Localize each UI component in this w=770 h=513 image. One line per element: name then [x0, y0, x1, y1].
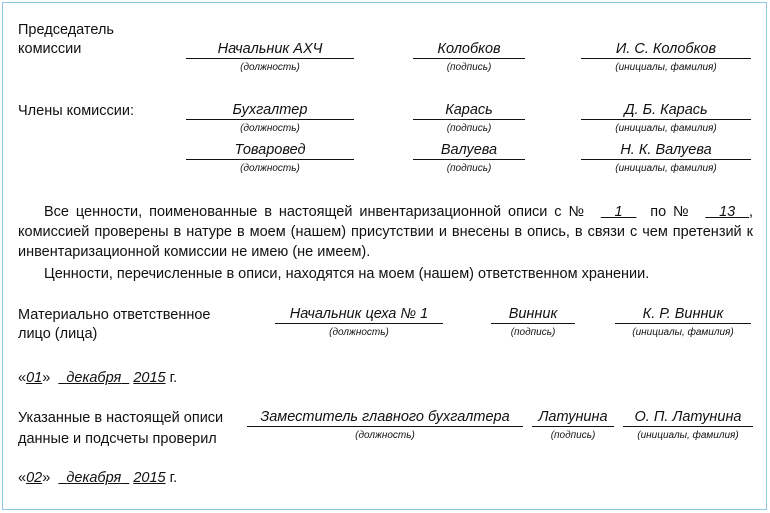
statement-text-c: , комиссией проверены в натуре в моем (нашем) присутствии и внесены в опись, в связи с чем претензий к инвентаризационной комиссии не имею (не имеем). — [18, 204, 754, 260]
chairman-signature: Колобков — [413, 41, 525, 59]
member-2-signature-caption: (подпись) — [446, 163, 492, 174]
date-1-day: 01 — [26, 370, 43, 386]
chairman-position: Начальник АХЧ — [186, 41, 354, 59]
member-2-name-caption: (инициалы, фамилия) — [615, 163, 717, 174]
member-1-position-caption: (должность) — [240, 123, 300, 134]
member-2-name: Н. К. Валуева — [581, 142, 751, 160]
responsible-signature-caption: (подпись) — [510, 327, 556, 338]
verifier-name-caption: (инициалы, фамилия) — [637, 430, 739, 441]
verifier-position: Заместитель главного бухгалтера — [247, 409, 523, 427]
responsible-label-line2: лицо (лица) — [18, 326, 98, 342]
date-2-month: декабря — [66, 470, 122, 486]
responsible-position: Начальник цеха № 1 — [275, 306, 443, 324]
chairman-position-caption: (должность) — [240, 62, 300, 73]
members-label: Члены комиссии: — [18, 103, 135, 119]
verifier-label-line1: Указанные в настоящей описи — [18, 410, 224, 426]
chairman-signature-caption: (подпись) — [446, 62, 492, 73]
statement-to-number: 13 — [719, 204, 736, 220]
responsible-label-line1: Материально ответственное — [18, 307, 211, 323]
member-2-position: Товаровед — [186, 142, 354, 160]
member-2-signature: Валуева — [413, 142, 525, 160]
verifier-position-caption: (должность) — [355, 430, 415, 441]
member-1-name-caption: (инициалы, фамилия) — [615, 123, 717, 134]
member-2-position-caption: (должность) — [240, 163, 300, 174]
member-1-position: Бухгалтер — [186, 102, 354, 120]
date-1-month: декабря — [66, 370, 122, 386]
verifier-name: О. П. Латунина — [623, 409, 753, 427]
statement-paragraph-1 — [18, 202, 753, 262]
date-2-year: 2015 — [133, 470, 166, 486]
chairman-label-line2: комиссии — [18, 41, 82, 57]
responsible-name: К. Р. Винник — [615, 306, 751, 324]
date-1-year: 2015 — [133, 370, 166, 386]
statement-text-a: Все ценности, поименованные в настоящей инвентаризационной описи с № — [44, 204, 587, 220]
responsible-signature: Винник — [491, 306, 575, 324]
statement-paragraph-2: Ценности, перечисленные в описи, находятся на моем (нашем) ответственном хранении. — [44, 266, 650, 282]
chairman-name: И. С. Колобков — [581, 41, 751, 59]
verifier-label-line2: данные и подсчеты проверил — [18, 431, 217, 447]
responsible-position-caption: (должность) — [329, 327, 389, 338]
member-1-signature: Карась — [413, 102, 525, 120]
member-1-signature-caption: (подпись) — [446, 123, 492, 134]
chairman-label-line1: Председатель — [18, 22, 114, 38]
verifier-signature-caption: (подпись) — [550, 430, 596, 441]
date-2: «02» декабря 2015 г. — [18, 470, 178, 486]
inventory-signature-form — [2, 2, 767, 510]
member-1-name: Д. Б. Карась — [581, 102, 751, 120]
chairman-name-caption: (инициалы, фамилия) — [615, 62, 717, 73]
statement-from-number: 1 — [614, 204, 623, 220]
date-1: «01» декабря 2015 г. — [18, 370, 178, 386]
responsible-name-caption: (инициалы, фамилия) — [632, 327, 734, 338]
statement-text-b: по № — [650, 204, 692, 220]
verifier-signature: Латунина — [532, 409, 614, 427]
date-2-day: 02 — [26, 470, 43, 486]
